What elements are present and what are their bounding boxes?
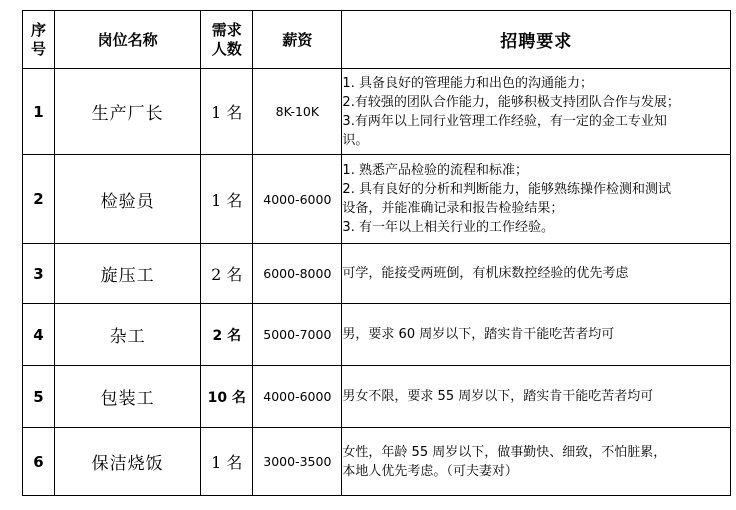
requirement-line: 可学，能接受两班倒，有机床数控经验的优先考虑: [342, 266, 629, 281]
header-requirements: 招聘要求: [342, 11, 731, 69]
header-position: 岗位名称: [55, 11, 201, 69]
requirement-line: 女性，年龄 55 周岁以下，做事勤快、细致，不怕脏累，: [342, 444, 667, 460]
header-count-line-1: 需求: [211, 20, 242, 39]
row-index: 2: [23, 155, 55, 244]
requirement-line: 男女不限，要求 55 周岁以下，踏实肯干能吃苦者均可: [342, 389, 654, 404]
row-index: 4: [23, 304, 55, 366]
header-index-line-2: 号: [31, 39, 47, 58]
row-count: 2 名: [201, 244, 253, 304]
row-salary: 4000-6000: [253, 155, 342, 244]
row-requirements: [342, 304, 731, 366]
row-index: 3: [23, 244, 55, 304]
row-index: 6: [23, 428, 55, 496]
recruitment-table: [22, 10, 731, 496]
row-count: 1 名: [201, 69, 253, 155]
row-salary: 8K-10K: [253, 69, 342, 155]
requirement-line: 识。: [342, 132, 369, 148]
row-count: 2 名: [201, 304, 253, 366]
row-salary: 6000-8000: [253, 244, 342, 304]
requirement-line: 3.有两年以上同行业管理工作经验，有一定的金工专业知: [342, 113, 667, 129]
header-index: [23, 11, 55, 69]
table-row: [23, 244, 731, 304]
row-index: 5: [23, 366, 55, 428]
row-salary: 5000-7000: [253, 304, 342, 366]
row-position: 生产厂长: [55, 69, 201, 155]
requirement-line: 设备，并能准确记录和报告检验结果；: [342, 201, 564, 216]
row-index: 1: [23, 69, 55, 155]
row-count: 1 名: [201, 155, 253, 244]
row-requirements: [342, 428, 731, 496]
row-requirements: [342, 366, 731, 428]
requirement-line: 1. 熟悉产品检验的流程和标准；: [342, 163, 528, 178]
requirement-line: 2. 具有良好的分析和判断能力，能够熟练操作检测和测试: [342, 182, 671, 197]
row-position: 旋压工: [55, 244, 201, 304]
requirement-line: 2.有较强的团队合作能力，能够积极支持团队合作与发展；: [342, 94, 680, 110]
header-count-line-2: 人数: [211, 39, 242, 58]
table-row: [23, 366, 731, 428]
row-salary: 3000-3500: [253, 428, 342, 496]
row-count: 10 名: [201, 366, 253, 428]
table-header-row: [23, 11, 731, 69]
table-row: [23, 304, 731, 366]
requirement-line: 1. 具备良好的管理能力和出色的沟通能力；: [342, 75, 593, 91]
row-position: 包装工: [55, 366, 201, 428]
table-row: [23, 69, 731, 155]
row-position: 杂工: [55, 304, 201, 366]
row-requirements: [342, 69, 731, 155]
table-row: [23, 155, 731, 244]
requirement-line: 男，要求 60 周岁以下，踏实肯干能吃苦者均可: [342, 327, 615, 342]
row-position: 保洁烧饭: [55, 428, 201, 496]
header-count: [201, 11, 253, 69]
requirement-line: 3. 有一年以上相关行业的工作经验。: [342, 220, 554, 235]
row-position: 检验员: [55, 155, 201, 244]
header-index-line-1: 序: [31, 20, 47, 39]
header-salary: 薪资: [253, 11, 342, 69]
row-salary: 4000-6000: [253, 366, 342, 428]
row-count: 1 名: [201, 428, 253, 496]
row-requirements: [342, 155, 731, 244]
table-row: [23, 428, 731, 496]
row-requirements: [342, 244, 731, 304]
requirement-line: 本地人优先考虑。（可夫妻对）: [342, 463, 518, 479]
